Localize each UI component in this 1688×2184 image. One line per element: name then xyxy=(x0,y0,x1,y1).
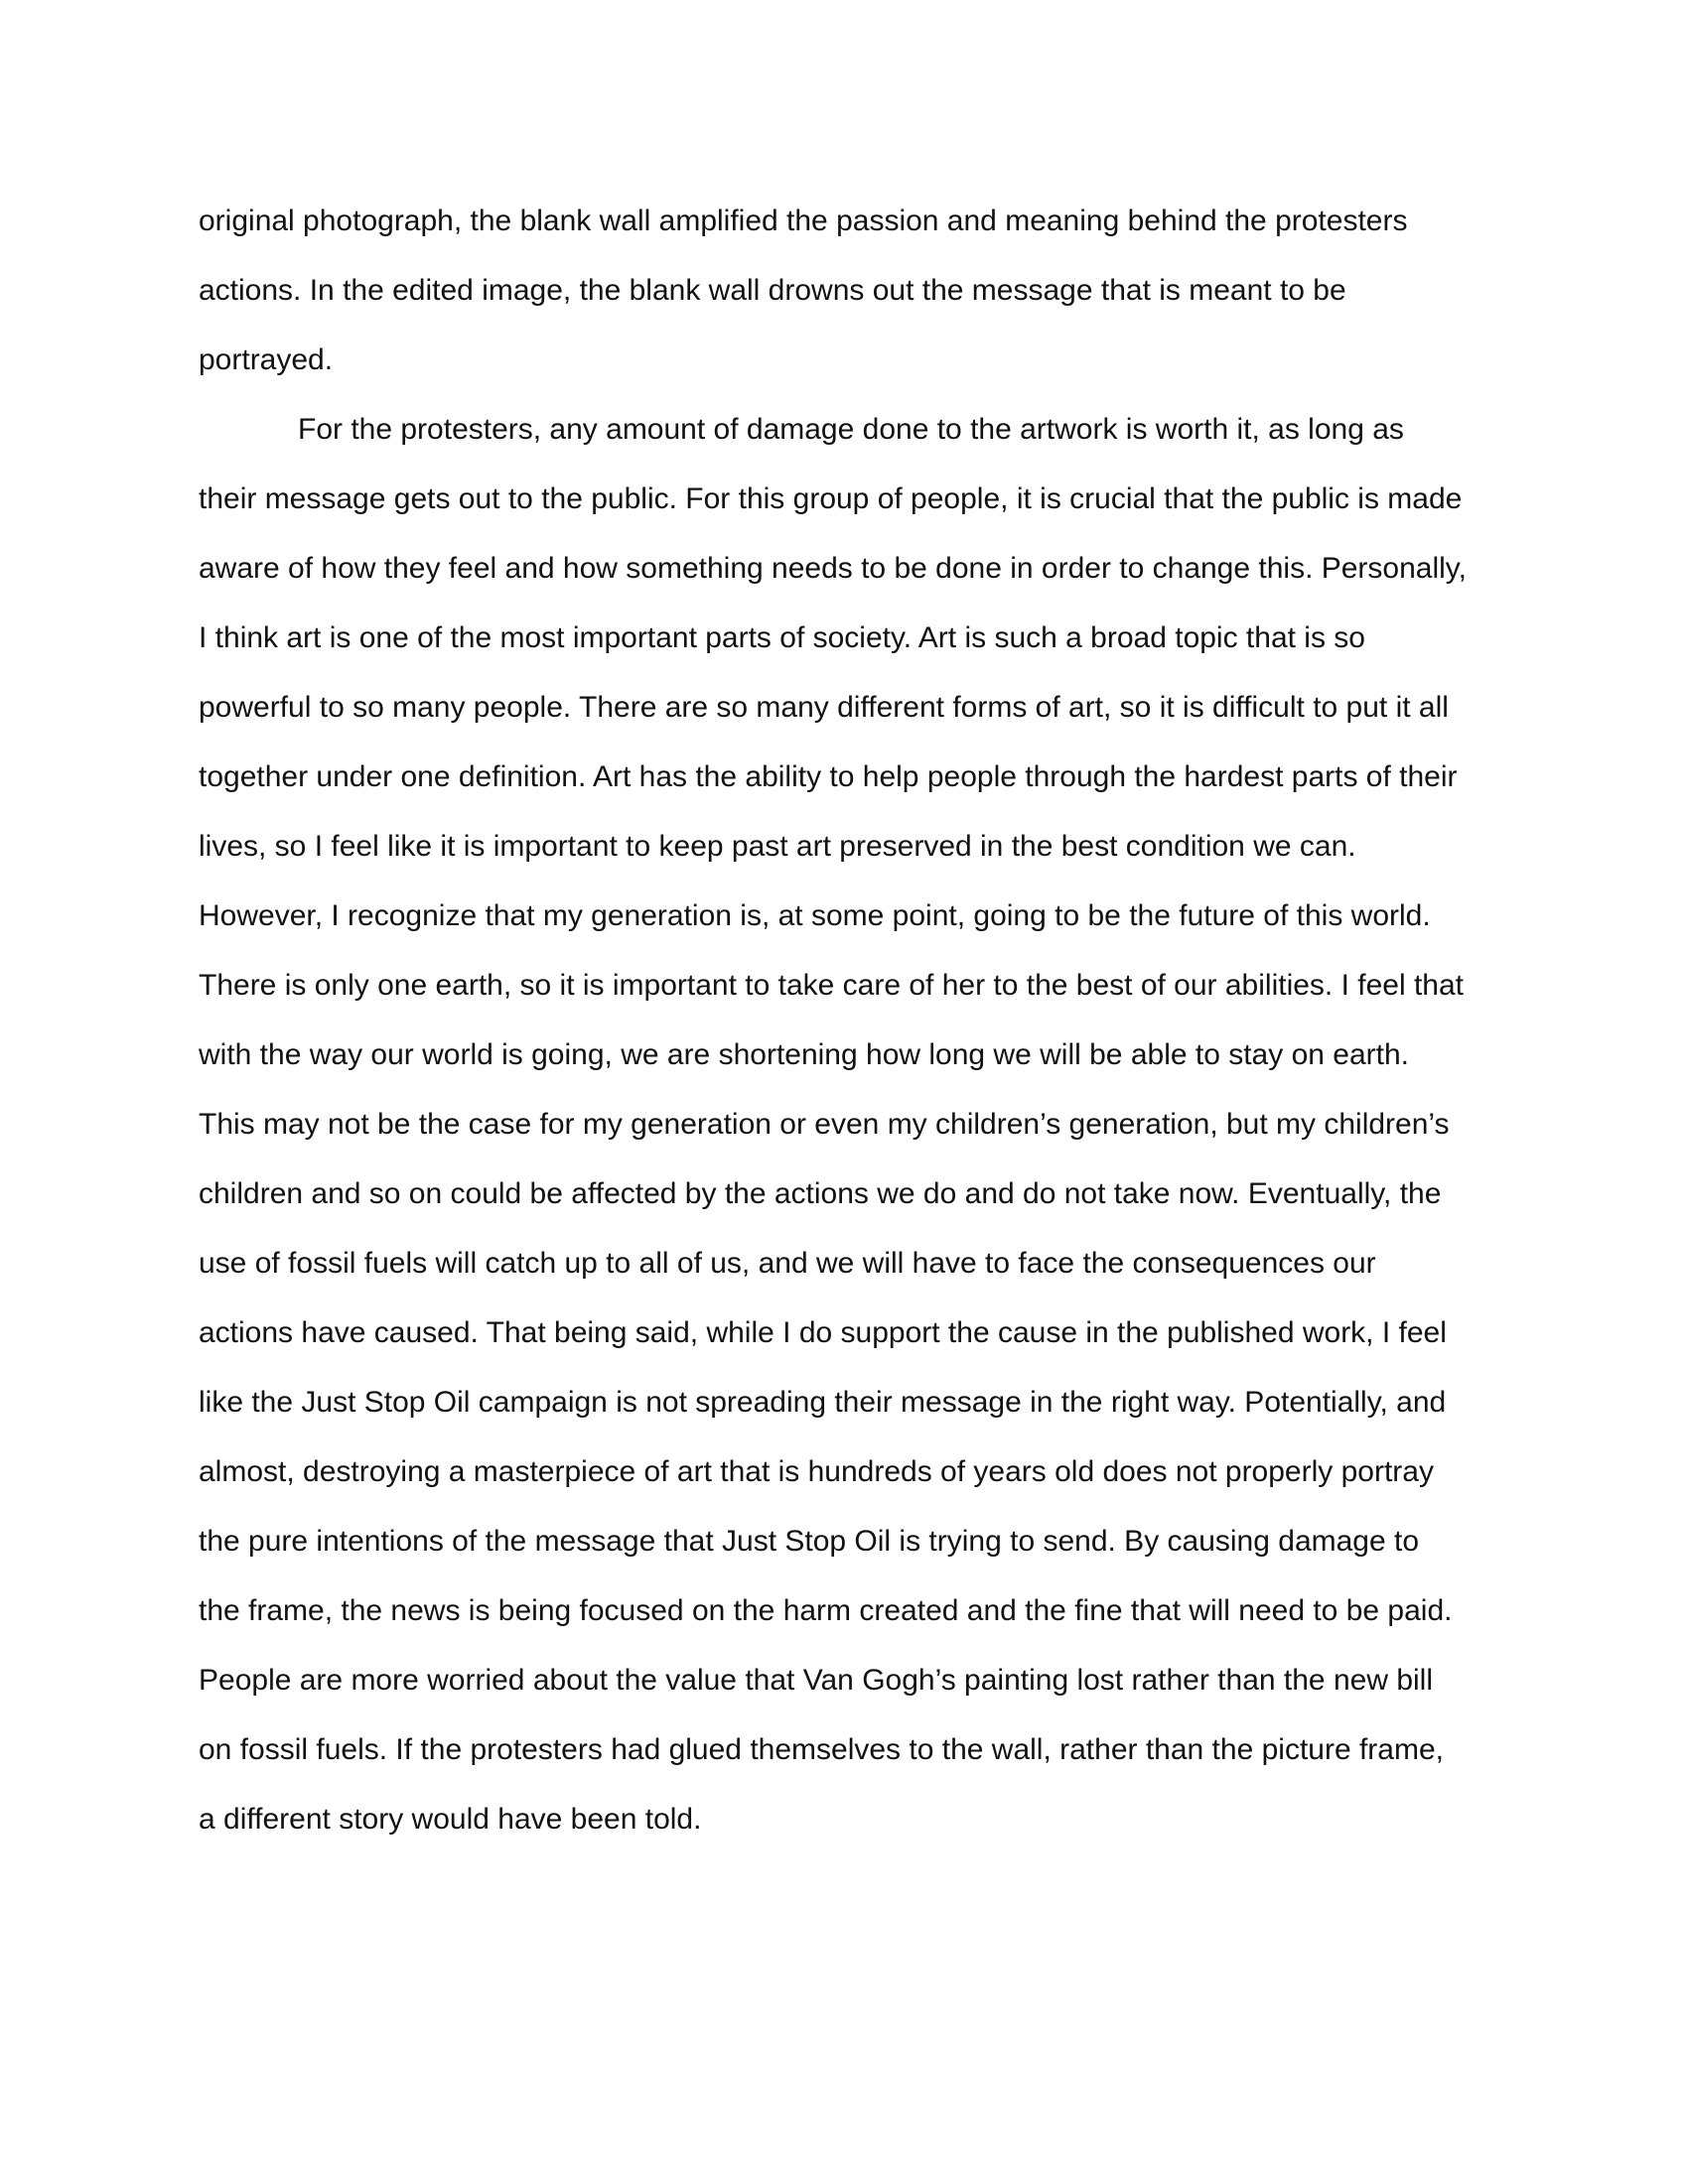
text-line: However, I recognize that my generation is, at some point, going to be the future of this world. xyxy=(199,899,1431,932)
text-line: portrayed. xyxy=(199,343,334,376)
text-line: actions. In the edited image, the blank wall drowns out the message that is meant to be xyxy=(199,274,1346,307)
text-line: actions have caused. That being said, while I do support the cause in the published work, I feel xyxy=(199,1316,1447,1349)
paragraph-start-line: For the protesters, any amount of damage done to the artwork is worth it, as long as xyxy=(298,413,1404,446)
text-line: use of fossil fuels will catch up to all of us, and we will have to face the consequences our xyxy=(199,1247,1376,1280)
text-line: their message gets out to the public. For this group of people, it is crucial that the public is made xyxy=(199,482,1463,515)
text-line: a different story would have been told. xyxy=(199,1803,702,1836)
text-line: together under one definition. Art has the ability to help people through the hardest parts of their xyxy=(199,760,1458,793)
text-line: This may not be the case for my generation or even my children’s generation, but my children’s xyxy=(199,1108,1450,1141)
text-line: People are more worried about the value that Van Gogh’s painting lost rather than the new bill xyxy=(199,1664,1433,1697)
text-line: on fossil fuels. If the protesters had glued themselves to the wall, rather than the picture frame, xyxy=(199,1733,1444,1766)
text-line: original photograph, the blank wall amplified the passion and meaning behind the protesters xyxy=(199,205,1408,237)
text-line: powerful to so many people. There are so many different forms of art, so it is difficult to put it all xyxy=(199,691,1449,724)
text-line: like the Just Stop Oil campaign is not spreading their message in the right way. Potentially, and xyxy=(199,1386,1447,1419)
text-line: I think art is one of the most important parts of society. Art is such a broad topic that is so xyxy=(199,621,1365,654)
text-line: the pure intentions of the message that Just Stop Oil is trying to send. By causing damage to xyxy=(199,1525,1420,1558)
text-line: almost, destroying a masterpiece of art that is hundreds of years old does not properly portray xyxy=(199,1455,1434,1488)
text-line: with the way our world is going, we are shortening how long we will be able to stay on earth. xyxy=(199,1038,1409,1071)
body-text xyxy=(199,187,1489,1854)
text-line: There is only one earth, so it is important to take care of her to the best of our abilities. I feel that xyxy=(199,969,1465,1002)
text-line: aware of how they feel and how something needs to be done in order to change this. Personally, xyxy=(199,552,1467,585)
text-line: the frame, the news is being focused on the harm created and the fine that will need to be paid. xyxy=(199,1594,1453,1627)
text-line: lives, so I feel like it is important to keep past art preserved in the best condition we can. xyxy=(199,830,1356,863)
text-line: children and so on could be affected by the actions we do and do not take now. Eventually, the xyxy=(199,1177,1442,1210)
